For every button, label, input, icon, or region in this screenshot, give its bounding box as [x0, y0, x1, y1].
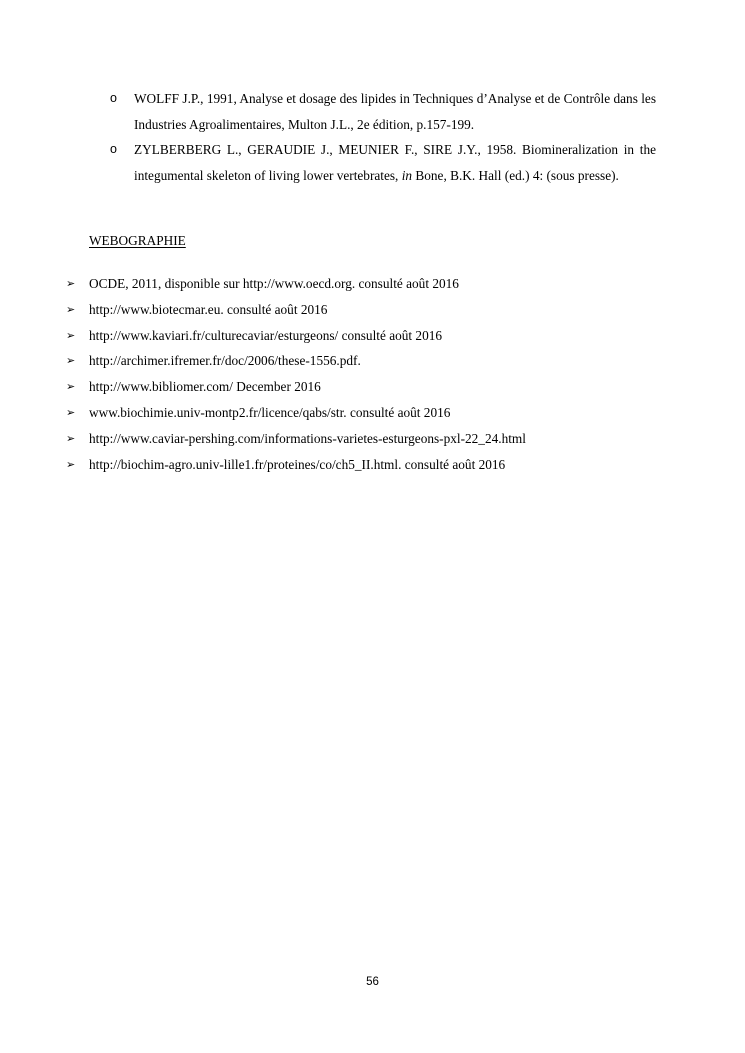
webography-item — [66, 271, 686, 297]
reference-item — [109, 86, 656, 137]
arrowhead-bullet-icon: ➢ — [66, 431, 76, 445]
arrowhead-bullet-icon: ➢ — [66, 380, 76, 394]
webography-list — [66, 271, 686, 477]
arrowhead-bullet-icon: ➢ — [66, 354, 76, 368]
page-number: 56 — [366, 976, 379, 988]
webography-item — [66, 452, 686, 478]
reference-item — [109, 137, 656, 188]
webography-item — [66, 297, 686, 323]
reference-list — [109, 86, 656, 189]
webography-heading: WEBOGRAPHIE — [89, 233, 186, 248]
webography-text: http://www.bibliomer.com/ December 2016 — [89, 379, 321, 395]
webography-item — [66, 348, 686, 374]
webography-item — [66, 374, 686, 400]
webography-text: http://www.kaviari.fr/culturecaviar/esturgeons/ consulté août 2016 — [89, 327, 443, 343]
arrowhead-bullet-icon: ➢ — [66, 277, 76, 290]
webography-text: http://www.caviar-pershing.com/informations-varietes-esturgeons-pxl-22_24.html — [89, 430, 526, 446]
reference-text: ZYLBERBERG L., GERAUDIE J., MEUNIER F., SIRE J.Y., 1958. Biomineralization in the integumental skeleton of living lower vertebrates, in Bone, B.K. Hall (ed.) 4: (sous presse). — [134, 142, 656, 184]
reference-bullet: o — [110, 91, 117, 105]
arrowhead-bullet-icon: ➢ — [66, 457, 76, 471]
webography-text: http://biochim-agro.univ-lille1.fr/proteines/co/ch5_II.html. consulté août 2016 — [89, 456, 506, 472]
webography-item — [66, 323, 686, 349]
arrowhead-bullet-icon: ➢ — [66, 328, 76, 342]
webography-text: http://www.biotecmar.eu. consulté août 2016 — [89, 301, 328, 317]
arrowhead-bullet-icon: ➢ — [66, 405, 76, 419]
webography-item — [66, 426, 686, 452]
webography-item — [66, 400, 686, 426]
webography-text: OCDE, 2011, disponible sur http://www.oecd.org. consulté août 2016 — [89, 276, 459, 291]
webography-text: www.biochimie.univ-montp2.fr/licence/qabs/str. consulté août 2016 — [89, 404, 451, 420]
reference-text: WOLFF J.P., 1991, Analyse et dosage des lipides in Techniques d’Analyse et de Contrôle dans les Industries Agroalimentaires, Multon J.L., 2e édition, p.157-199. — [134, 91, 656, 132]
reference-bullet: o — [110, 142, 117, 157]
italic-in: in — [401, 168, 413, 184]
arrowhead-bullet-icon: ➢ — [66, 302, 76, 316]
webography-text: http://archimer.ifremer.fr/doc/2006/these-1556.pdf. — [89, 353, 361, 369]
